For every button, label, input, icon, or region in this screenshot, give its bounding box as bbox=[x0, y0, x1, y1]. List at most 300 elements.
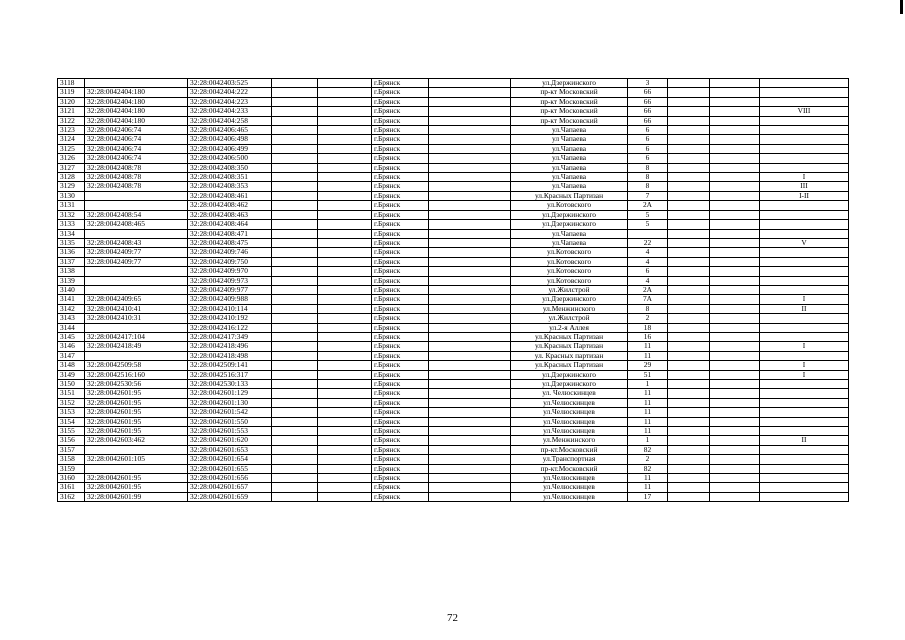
empty-cell bbox=[710, 398, 760, 407]
cadastral-number-parcel: 32:28:0042408:54 bbox=[85, 210, 188, 219]
city-cell: г.Брянск bbox=[372, 408, 429, 417]
house-cell: 66 bbox=[628, 116, 668, 125]
empty-cell bbox=[429, 314, 511, 323]
empty-cell bbox=[668, 389, 710, 398]
cadastral-number-object: 32:28:0042418:496 bbox=[188, 342, 272, 351]
table-row bbox=[58, 182, 849, 191]
table-row bbox=[58, 295, 849, 304]
house-cell: 29 bbox=[628, 361, 668, 370]
empty-cell bbox=[318, 492, 372, 501]
cadastral-number-object: 32:28:0042408:471 bbox=[188, 229, 272, 238]
cadastral-number-object: 32:28:0042408:350 bbox=[188, 163, 272, 172]
table-row bbox=[58, 88, 849, 97]
empty-cell bbox=[272, 79, 318, 88]
empty-cell bbox=[429, 389, 511, 398]
cadastral-number-parcel: 32:28:0042601:95 bbox=[85, 483, 188, 492]
street-cell: ул.Менжинского bbox=[511, 436, 628, 445]
row-number: 3135 bbox=[58, 238, 85, 247]
house-cell: 8 bbox=[628, 182, 668, 191]
empty-cell bbox=[668, 474, 710, 483]
cadastral-number-parcel bbox=[85, 79, 188, 88]
street-cell: ул.Красных Партизан bbox=[511, 332, 628, 341]
row-number: 3158 bbox=[58, 455, 85, 464]
empty-cell bbox=[668, 380, 710, 389]
city-cell: г.Брянск bbox=[372, 483, 429, 492]
empty-cell bbox=[668, 248, 710, 257]
premises-cell: VIII bbox=[760, 107, 849, 116]
empty-cell bbox=[318, 220, 372, 229]
empty-cell bbox=[318, 238, 372, 247]
premises-cell: I bbox=[760, 370, 849, 379]
empty-cell bbox=[668, 285, 710, 294]
empty-cell bbox=[668, 276, 710, 285]
row-number: 3130 bbox=[58, 191, 85, 200]
city-cell: г.Брянск bbox=[372, 370, 429, 379]
cadastral-number-parcel bbox=[85, 464, 188, 473]
empty-cell bbox=[710, 361, 760, 370]
empty-cell bbox=[272, 126, 318, 135]
empty-cell bbox=[429, 248, 511, 257]
street-cell: ул.Жилстрой bbox=[511, 285, 628, 294]
table-row bbox=[58, 389, 849, 398]
cadastral-number-object: 32:28:0042409:977 bbox=[188, 285, 272, 294]
cadastral-number-object: 32:28:0042404:222 bbox=[188, 88, 272, 97]
cadastral-number-object: 32:28:0042404:223 bbox=[188, 97, 272, 106]
premises-cell bbox=[760, 135, 849, 144]
cadastral-number-parcel: 32:28:0042601:99 bbox=[85, 492, 188, 501]
cadastral-number-object: 32:28:0042601:620 bbox=[188, 436, 272, 445]
street-cell: ул.Котовского bbox=[511, 201, 628, 210]
city-cell: г.Брянск bbox=[372, 191, 429, 200]
empty-cell bbox=[318, 79, 372, 88]
empty-cell bbox=[272, 248, 318, 257]
empty-cell bbox=[318, 455, 372, 464]
empty-cell bbox=[710, 126, 760, 135]
street-cell: ул.Челюскинцев bbox=[511, 492, 628, 501]
street-cell: ул.Красных Партизан bbox=[511, 361, 628, 370]
empty-cell bbox=[668, 144, 710, 153]
street-cell: ул.Чапаева bbox=[511, 173, 628, 182]
empty-cell bbox=[668, 107, 710, 116]
empty-cell bbox=[429, 285, 511, 294]
empty-cell bbox=[710, 464, 760, 473]
house-cell: 11 bbox=[628, 398, 668, 407]
street-cell: ул.Дзержинского bbox=[511, 210, 628, 219]
empty-cell bbox=[668, 408, 710, 417]
city-cell: г.Брянск bbox=[372, 88, 429, 97]
row-number: 3120 bbox=[58, 97, 85, 106]
empty-cell bbox=[710, 427, 760, 436]
cadastral-number-parcel: 32:28:0042409:65 bbox=[85, 295, 188, 304]
empty-cell bbox=[272, 389, 318, 398]
premises-cell bbox=[760, 126, 849, 135]
cadastral-number-parcel bbox=[85, 351, 188, 360]
empty-cell bbox=[710, 370, 760, 379]
city-cell: г.Брянск bbox=[372, 398, 429, 407]
cadastral-number-object: 32:28:0042516:317 bbox=[188, 370, 272, 379]
empty-cell bbox=[318, 389, 372, 398]
row-number: 3134 bbox=[58, 229, 85, 238]
empty-cell bbox=[668, 361, 710, 370]
city-cell: г.Брянск bbox=[372, 229, 429, 238]
empty-cell bbox=[272, 492, 318, 501]
empty-cell bbox=[668, 332, 710, 341]
cadastral-number-object: 32:28:0042408:463 bbox=[188, 210, 272, 219]
empty-cell bbox=[318, 126, 372, 135]
cadastral-number-parcel: 32:28:0042509:58 bbox=[85, 361, 188, 370]
empty-cell bbox=[710, 248, 760, 257]
premises-cell bbox=[760, 220, 849, 229]
empty-cell bbox=[318, 361, 372, 370]
cadastral-number-object: 32:28:0042408:351 bbox=[188, 173, 272, 182]
premises-cell bbox=[760, 285, 849, 294]
empty-cell bbox=[318, 427, 372, 436]
house-cell: 66 bbox=[628, 88, 668, 97]
empty-cell bbox=[272, 417, 318, 426]
empty-cell bbox=[318, 332, 372, 341]
empty-cell bbox=[668, 126, 710, 135]
premises-cell bbox=[760, 464, 849, 473]
premises-cell: II bbox=[760, 304, 849, 313]
row-number: 3153 bbox=[58, 408, 85, 417]
cadastral-number-object: 32:28:0042601:542 bbox=[188, 408, 272, 417]
cadastral-number-object: 32:28:0042409:973 bbox=[188, 276, 272, 285]
city-cell: г.Брянск bbox=[372, 79, 429, 88]
street-cell: ул.Дзержинского bbox=[511, 370, 628, 379]
city-cell: г.Брянск bbox=[372, 163, 429, 172]
empty-cell bbox=[272, 351, 318, 360]
house-cell: 6 bbox=[628, 126, 668, 135]
street-cell: ул.Чапаева bbox=[511, 229, 628, 238]
empty-cell bbox=[429, 295, 511, 304]
premises-cell: III bbox=[760, 182, 849, 191]
cadastral-number-object: 32:28:0042601:129 bbox=[188, 389, 272, 398]
cadastral-number-parcel: 32:28:0042410:31 bbox=[85, 314, 188, 323]
street-cell: ул.Котовского bbox=[511, 276, 628, 285]
empty-cell bbox=[429, 361, 511, 370]
row-number: 3119 bbox=[58, 88, 85, 97]
house-cell: 5 bbox=[628, 210, 668, 219]
row-number: 3122 bbox=[58, 116, 85, 125]
street-cell: ул.Челюскинцев bbox=[511, 427, 628, 436]
city-cell: г.Брянск bbox=[372, 107, 429, 116]
city-cell: г.Брянск bbox=[372, 257, 429, 266]
cadastral-number-parcel: 32:28:0042601:95 bbox=[85, 389, 188, 398]
house-cell: 66 bbox=[628, 107, 668, 116]
table-row bbox=[58, 408, 849, 417]
cadastral-number-parcel: 32:28:0042601:105 bbox=[85, 455, 188, 464]
empty-cell bbox=[272, 135, 318, 144]
empty-cell bbox=[429, 370, 511, 379]
empty-cell bbox=[710, 144, 760, 153]
city-cell: г.Брянск bbox=[372, 323, 429, 332]
table-row bbox=[58, 417, 849, 426]
empty-cell bbox=[272, 474, 318, 483]
empty-cell bbox=[429, 220, 511, 229]
empty-cell bbox=[429, 163, 511, 172]
house-cell: 7А bbox=[628, 295, 668, 304]
empty-cell bbox=[272, 323, 318, 332]
empty-cell bbox=[429, 408, 511, 417]
empty-cell bbox=[710, 276, 760, 285]
page-number: 72 bbox=[447, 612, 458, 624]
cadastral-number-object: 32:28:0042406:498 bbox=[188, 135, 272, 144]
cadastral-number-object: 32:28:0042409:750 bbox=[188, 257, 272, 266]
empty-cell bbox=[272, 116, 318, 125]
empty-cell bbox=[318, 257, 372, 266]
empty-cell bbox=[318, 267, 372, 276]
row-number: 3156 bbox=[58, 436, 85, 445]
row-number: 3132 bbox=[58, 210, 85, 219]
street-cell: пр-кт Московский bbox=[511, 88, 628, 97]
empty-cell bbox=[668, 210, 710, 219]
empty-cell bbox=[429, 210, 511, 219]
street-cell: ул.Красных Партизан bbox=[511, 342, 628, 351]
empty-cell bbox=[668, 97, 710, 106]
empty-cell bbox=[318, 191, 372, 200]
table-row bbox=[58, 276, 849, 285]
city-cell: г.Брянск bbox=[372, 220, 429, 229]
cadastral-number-parcel: 32:28:0042410:41 bbox=[85, 304, 188, 313]
cadastral-number-object: 32:28:0042408:462 bbox=[188, 201, 272, 210]
empty-cell bbox=[668, 351, 710, 360]
premises-cell bbox=[760, 380, 849, 389]
street-cell: ул.Челюскинцев bbox=[511, 398, 628, 407]
cadastral-number-parcel: 32:28:0042409:77 bbox=[85, 257, 188, 266]
city-cell: г.Брянск bbox=[372, 285, 429, 294]
cadastral-number-parcel bbox=[85, 276, 188, 285]
street-cell: пр-кт Московский bbox=[511, 107, 628, 116]
empty-cell bbox=[318, 276, 372, 285]
city-cell: г.Брянск bbox=[372, 173, 429, 182]
empty-cell bbox=[429, 323, 511, 332]
empty-cell bbox=[710, 238, 760, 247]
house-cell: 82 bbox=[628, 445, 668, 454]
empty-cell bbox=[710, 342, 760, 351]
cadastral-number-object: 32:28:0042404:233 bbox=[188, 107, 272, 116]
empty-cell bbox=[272, 342, 318, 351]
empty-cell bbox=[272, 370, 318, 379]
row-number: 3131 bbox=[58, 201, 85, 210]
street-cell: ул. Красных партизан bbox=[511, 351, 628, 360]
empty-cell bbox=[272, 210, 318, 219]
empty-cell bbox=[429, 135, 511, 144]
street-cell: ул.Котовского bbox=[511, 257, 628, 266]
empty-cell bbox=[668, 436, 710, 445]
cadastral-number-parcel: 32:28:0042409:77 bbox=[85, 248, 188, 257]
city-cell: г.Брянск bbox=[372, 417, 429, 426]
empty-cell bbox=[429, 107, 511, 116]
row-number: 3140 bbox=[58, 285, 85, 294]
table-row bbox=[58, 238, 849, 247]
row-number: 3121 bbox=[58, 107, 85, 116]
cadastral-number-parcel: 32:28:0042516:160 bbox=[85, 370, 188, 379]
table-row bbox=[58, 483, 849, 492]
row-number: 3155 bbox=[58, 427, 85, 436]
cadastral-number-parcel: 32:28:0042406:74 bbox=[85, 154, 188, 163]
empty-cell bbox=[710, 107, 760, 116]
house-cell: 8 bbox=[628, 173, 668, 182]
table-row bbox=[58, 229, 849, 238]
street-cell: ул.Чапаева bbox=[511, 154, 628, 163]
street-cell: ул.Жилстрой bbox=[511, 314, 628, 323]
registry-table-body bbox=[58, 79, 849, 502]
empty-cell bbox=[710, 173, 760, 182]
table-row bbox=[58, 332, 849, 341]
cadastral-number-parcel: 32:28:0042404:180 bbox=[85, 116, 188, 125]
cadastral-number-object: 32:28:0042408:353 bbox=[188, 182, 272, 191]
city-cell: г.Брянск bbox=[372, 464, 429, 473]
empty-cell bbox=[710, 191, 760, 200]
row-number: 3154 bbox=[58, 417, 85, 426]
city-cell: г.Брянск bbox=[372, 238, 429, 247]
row-number: 3146 bbox=[58, 342, 85, 351]
row-number: 3143 bbox=[58, 314, 85, 323]
empty-cell bbox=[710, 97, 760, 106]
cadastral-number-parcel: 32:28:0042530:56 bbox=[85, 380, 188, 389]
empty-cell bbox=[429, 229, 511, 238]
empty-cell bbox=[318, 417, 372, 426]
table-row bbox=[58, 248, 849, 257]
row-number: 3144 bbox=[58, 323, 85, 332]
empty-cell bbox=[668, 88, 710, 97]
empty-cell bbox=[429, 201, 511, 210]
house-cell: 1 bbox=[628, 380, 668, 389]
empty-cell bbox=[668, 238, 710, 247]
city-cell: г.Брянск bbox=[372, 276, 429, 285]
empty-cell bbox=[318, 314, 372, 323]
row-number: 3162 bbox=[58, 492, 85, 501]
premises-cell bbox=[760, 483, 849, 492]
empty-cell bbox=[668, 191, 710, 200]
table-row bbox=[58, 380, 849, 389]
empty-cell bbox=[429, 116, 511, 125]
premises-cell bbox=[760, 445, 849, 454]
cadastral-number-parcel: 32:28:0042404:180 bbox=[85, 107, 188, 116]
empty-cell bbox=[710, 492, 760, 501]
city-cell: г.Брянск bbox=[372, 304, 429, 313]
empty-cell bbox=[710, 79, 760, 88]
cadastral-number-object: 32:28:0042408:464 bbox=[188, 220, 272, 229]
cadastral-number-object: 32:28:0042417:349 bbox=[188, 332, 272, 341]
empty-cell bbox=[429, 474, 511, 483]
house-cell: 11 bbox=[628, 408, 668, 417]
table-row bbox=[58, 107, 849, 116]
cadastral-number-object: 32:28:0042404:258 bbox=[188, 116, 272, 125]
cadastral-number-parcel bbox=[85, 201, 188, 210]
house-cell: 22 bbox=[628, 238, 668, 247]
cadastral-number-parcel bbox=[85, 285, 188, 294]
row-number: 3152 bbox=[58, 398, 85, 407]
table-row bbox=[58, 361, 849, 370]
street-cell: пр-кт.Московский bbox=[511, 464, 628, 473]
empty-cell bbox=[318, 398, 372, 407]
street-cell: ул Чапаева bbox=[511, 135, 628, 144]
cadastral-number-object: 32:28:0042408:475 bbox=[188, 238, 272, 247]
empty-cell bbox=[429, 304, 511, 313]
city-cell: г.Брянск bbox=[372, 492, 429, 501]
empty-cell bbox=[272, 361, 318, 370]
row-number: 3123 bbox=[58, 126, 85, 135]
house-cell: 2А bbox=[628, 285, 668, 294]
cadastral-number-object: 32:28:0042406:500 bbox=[188, 154, 272, 163]
street-cell: ул.Дзержинского bbox=[511, 380, 628, 389]
premises-cell bbox=[760, 417, 849, 426]
cadastral-number-parcel: 32:28:0042406:74 bbox=[85, 144, 188, 153]
house-cell bbox=[628, 229, 668, 238]
empty-cell bbox=[710, 220, 760, 229]
empty-cell bbox=[710, 389, 760, 398]
table-row bbox=[58, 116, 849, 125]
cadastral-number-object: 32:28:0042601:653 bbox=[188, 445, 272, 454]
empty-cell bbox=[272, 436, 318, 445]
empty-cell bbox=[318, 323, 372, 332]
premises-cell: II bbox=[760, 436, 849, 445]
cadastral-number-parcel: 32:28:0042601:95 bbox=[85, 474, 188, 483]
empty-cell bbox=[710, 201, 760, 210]
premises-cell bbox=[760, 389, 849, 398]
cadastral-number-parcel: 32:28:0042601:95 bbox=[85, 398, 188, 407]
table-row bbox=[58, 191, 849, 200]
empty-cell bbox=[272, 182, 318, 191]
table-row bbox=[58, 323, 849, 332]
empty-cell bbox=[710, 314, 760, 323]
premises-cell bbox=[760, 229, 849, 238]
street-cell: ул.Чапаева bbox=[511, 144, 628, 153]
city-cell: г.Брянск bbox=[372, 332, 429, 341]
house-cell: 66 bbox=[628, 97, 668, 106]
table-row bbox=[58, 474, 849, 483]
table-row bbox=[58, 427, 849, 436]
empty-cell bbox=[272, 304, 318, 313]
empty-cell bbox=[429, 492, 511, 501]
row-number: 3133 bbox=[58, 220, 85, 229]
street-cell: пр-кт.Московский bbox=[511, 445, 628, 454]
empty-cell bbox=[668, 314, 710, 323]
empty-cell bbox=[710, 483, 760, 492]
cadastral-number-parcel: 32:28:0042406:74 bbox=[85, 135, 188, 144]
table-row bbox=[58, 210, 849, 219]
registry-table bbox=[57, 78, 849, 502]
empty-cell bbox=[272, 464, 318, 473]
empty-cell bbox=[318, 163, 372, 172]
row-number: 3149 bbox=[58, 370, 85, 379]
premises-cell: I-II bbox=[760, 191, 849, 200]
empty-cell bbox=[710, 295, 760, 304]
house-cell: 4 bbox=[628, 248, 668, 257]
empty-cell bbox=[710, 380, 760, 389]
cadastral-number-parcel: 32:28:0042418:49 bbox=[85, 342, 188, 351]
empty-cell bbox=[710, 332, 760, 341]
cadastral-number-object: 32:28:0042601:654 bbox=[188, 455, 272, 464]
table-row bbox=[58, 97, 849, 106]
empty-cell bbox=[429, 464, 511, 473]
empty-cell bbox=[318, 474, 372, 483]
cadastral-number-parcel: 32:28:0042408:465 bbox=[85, 220, 188, 229]
empty-cell bbox=[429, 455, 511, 464]
table-row bbox=[58, 314, 849, 323]
empty-cell bbox=[272, 97, 318, 106]
street-cell: ул.Дзержинского bbox=[511, 295, 628, 304]
empty-cell bbox=[668, 427, 710, 436]
premises-cell bbox=[760, 248, 849, 257]
street-cell: ул.Челюскинцев bbox=[511, 417, 628, 426]
table-row bbox=[58, 79, 849, 88]
premises-cell bbox=[760, 314, 849, 323]
row-number: 3125 bbox=[58, 144, 85, 153]
cadastral-number-parcel: 32:28:0042406:74 bbox=[85, 126, 188, 135]
empty-cell bbox=[668, 464, 710, 473]
